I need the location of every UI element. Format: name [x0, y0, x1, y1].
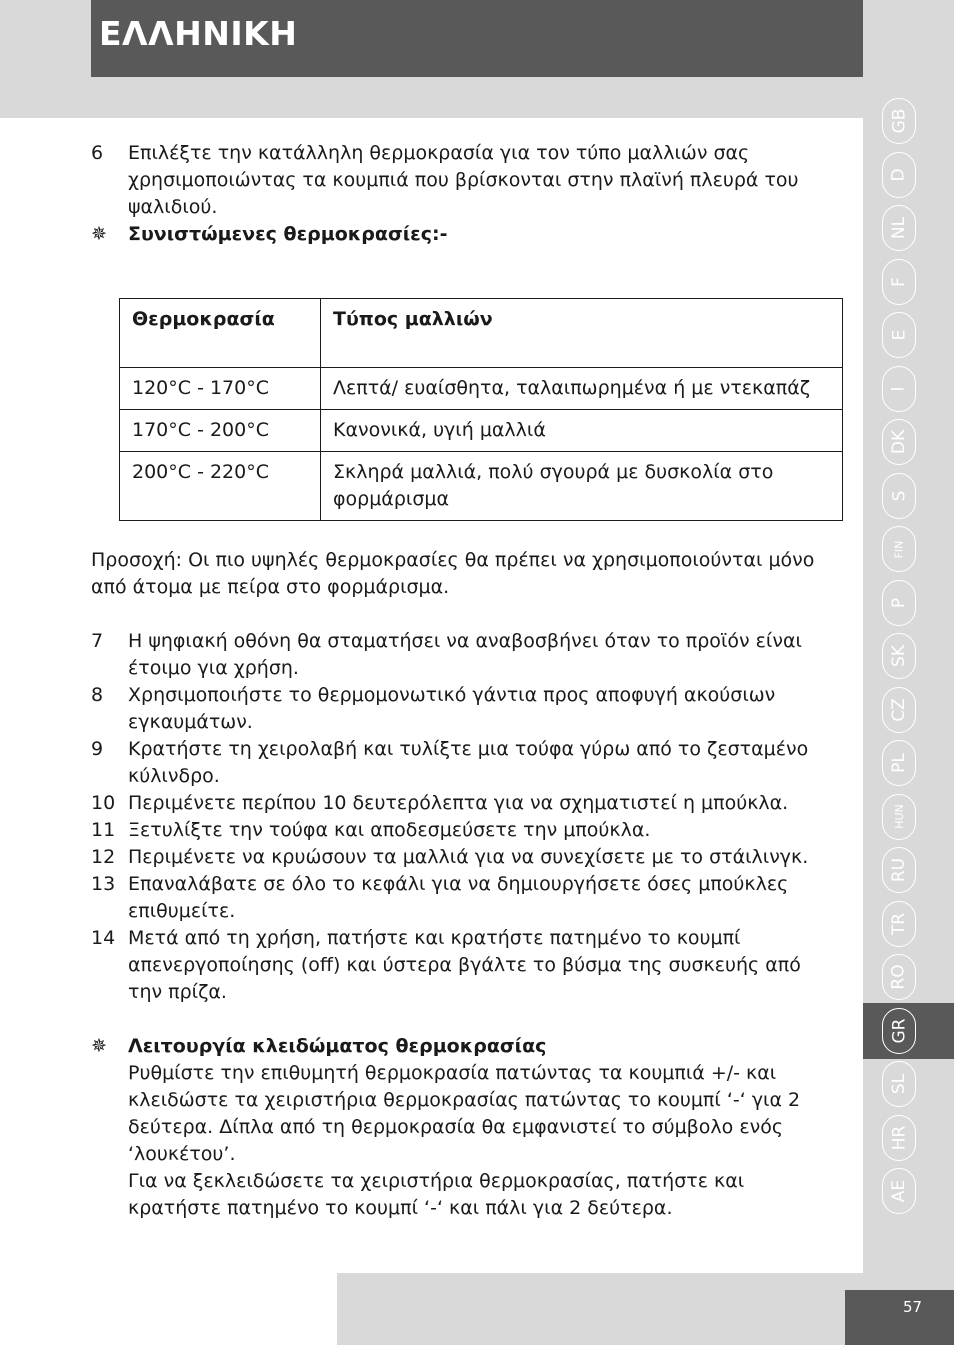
table-cell: Κανονικά, υγιή μαλλιά: [321, 410, 843, 452]
step-number: 11: [91, 819, 116, 841]
step-item: [91, 628, 836, 682]
table-cell: 120°C - 170°C: [120, 368, 321, 410]
language-tab-hun[interactable]: [882, 794, 916, 840]
language-tab-sl[interactable]: [882, 1061, 916, 1107]
step-text: Περιμένετε περίπου 10 δευτερόλεπτα για να σχηματιστεί η μπούκλα.: [128, 792, 789, 814]
star-bullet-icon: ✵: [91, 223, 107, 245]
language-tab-label: CZ: [889, 697, 909, 722]
unlock-paragraph: Για να ξεκλειδώσετε τα χειριστήρια θερμοκρασίας, πατήστε και κρατήστε πατημένο το κουμπί ‘-‘ και πάλι για 2 δεύτερα.: [128, 1170, 745, 1219]
table-cell: Σκληρά μαλλιά, πολύ σγουρά με δυσκολία στο φορμάρισμα: [321, 452, 843, 521]
step-text: Κρατήστε τη χειρολαβή και τυλίξτε μια τούφα γύρω από το ζεσταμένο κύλινδρο.: [128, 738, 809, 787]
steps-list: [91, 628, 836, 1006]
language-tab-f[interactable]: [882, 259, 916, 305]
step-text: Περιμένετε να κρυώσουν τα μαλλιά για να συνεχίσετε με το στάιλινγκ.: [128, 846, 809, 868]
table-row: [120, 410, 843, 452]
language-tab-dk[interactable]: [882, 419, 916, 465]
language-tab-label: S: [888, 490, 909, 501]
language-sidebar: [863, 90, 954, 1240]
language-tab-e[interactable]: [882, 312, 916, 358]
table-row: [120, 452, 843, 521]
language-tab-hr[interactable]: [882, 1115, 916, 1161]
step-item: [91, 140, 836, 221]
language-tab-label: RU: [888, 857, 909, 883]
step-item: [91, 925, 836, 1006]
step-text: Επιλέξτε την κατάλληλη θερμοκρασία για τον τύπο μαλλιών σας χρησιμοποιώντας τα κουμπιά που βρίσκονται στην πλαϊνή πλευρά του ψαλιδιού.: [128, 142, 799, 218]
star-bullet-icon: ✵: [91, 1035, 107, 1057]
page-number: 57: [903, 1298, 923, 1316]
language-tab-label: TR: [888, 912, 909, 935]
header-bar: [91, 0, 863, 77]
language-tab-cz[interactable]: [882, 687, 916, 733]
page-title: ΕΛΛΗΝΙΚΗ: [99, 14, 298, 53]
table-cell: Λεπτά/ ευαίσθητα, ταλαιπωρημένα ή με ντεκαπάζ: [321, 368, 843, 410]
language-tab-label: FIN: [892, 540, 906, 558]
language-tab-label: SK: [888, 645, 909, 667]
table-header-row: [120, 299, 843, 368]
language-tab-ro[interactable]: [882, 954, 916, 1000]
step-number: 13: [91, 873, 116, 895]
language-tab-label: F: [889, 276, 909, 287]
recommended-heading: [91, 221, 836, 248]
language-tab-label: HR: [888, 1125, 909, 1150]
lock-title: Λειτουργία κλειδώματος θερμοκρασίας: [128, 1035, 547, 1057]
step-text: Ξετυλίξτε την τούφα και αποδεσμεύσετε την μπούκλα.: [128, 819, 651, 841]
step-number: 7: [91, 630, 104, 652]
language-tab-fin[interactable]: [882, 526, 916, 572]
step-item: [91, 682, 836, 736]
step-text: Επαναλάβατε σε όλο το κεφάλι για να δημιουργήσετε όσες μπούκλες επιθυμείτε.: [128, 873, 789, 922]
language-tab-gr[interactable]: [882, 1008, 916, 1054]
lock-heading: [91, 1033, 836, 1060]
table-cell: 200°C - 220°C: [120, 452, 321, 521]
language-tab-ae[interactable]: [882, 1168, 916, 1214]
language-tab-label: SL: [888, 1073, 909, 1095]
language-tab-gb[interactable]: [882, 98, 916, 144]
step-item: [91, 817, 836, 844]
step-number: 12: [91, 846, 116, 868]
language-tab-label: D: [889, 167, 909, 182]
step-item: [91, 871, 836, 925]
language-tab-label: GB: [889, 108, 909, 134]
step-number: 6: [91, 142, 104, 164]
temperature-table: [119, 298, 843, 521]
language-tab-label: RO: [888, 964, 909, 990]
language-tab-p[interactable]: [882, 580, 916, 626]
language-tab-ru[interactable]: [882, 847, 916, 893]
caution-text: Προσοχή: Οι πιο υψηλές θερμοκρασίες θα πρέπει να χρησιμοποιούνται μόνο από άτομα με πείρα στο φορμάρισμα.: [91, 549, 815, 598]
language-tab-label: P: [888, 597, 909, 608]
table-cell: 170°C - 200°C: [120, 410, 321, 452]
table-header-cell: Τύπος μαλλιών: [321, 299, 843, 368]
language-tab-pl[interactable]: [882, 740, 916, 786]
step-item: [91, 736, 836, 790]
language-tab-label: NL: [888, 216, 909, 240]
language-tab-label: HUN: [892, 804, 906, 829]
page-number-box: [845, 1290, 954, 1345]
language-tab-label: PL: [888, 753, 909, 773]
language-tab-label: AE: [889, 1179, 909, 1203]
step-text: Χρησιμοποιήστε το θερμομονωτικό γάντια προς αποφυγή ακούσιων εγκαυμάτων.: [128, 684, 776, 733]
footer-panel: [0, 1273, 337, 1345]
language-tab-tr[interactable]: [882, 901, 916, 947]
language-tab-label: I: [888, 385, 909, 392]
language-tab-label: GR: [889, 1018, 909, 1043]
step-item: [91, 790, 836, 817]
main-content: [91, 140, 836, 1222]
language-tab-label: E: [889, 329, 909, 341]
language-tab-d[interactable]: [882, 152, 916, 198]
language-tab-sk[interactable]: [882, 633, 916, 679]
table-header-cell: Θερμοκρασία: [120, 299, 321, 368]
step-number: 8: [91, 684, 104, 706]
table-row: [120, 368, 843, 410]
step-number: 9: [91, 738, 104, 760]
recommended-title: Συνιστώμενες θερμοκρασίες:-: [128, 223, 448, 245]
step-text: Η ψηφιακή οθόνη θα σταματήσει να αναβοσβήνει όταν το προϊόν είναι έτοιμο για χρήση.: [128, 630, 802, 679]
step-number: 10: [91, 792, 116, 814]
language-tab-s[interactable]: [882, 473, 916, 519]
step-item: [91, 844, 836, 871]
lock-paragraph: Ρυθμίστε την επιθυμητή θερμοκρασία πατώντας τα κουμπιά +/- και κλειδώστε τα χειριστήρια θερμοκρασίας πατώντας το κουμπί ‘-‘ για 2 δεύτερα. Δίπλα από τη θερμοκρασία θα εμφανιστεί το σύμβολο ενός ‘λουκέτου’.: [128, 1062, 801, 1165]
step-text: Μετά από τη χρήση, πατήστε και κρατήστε πατημένο το κουμπί απενεργοποίησης (off) και ύστερα βγάλτε το βύσμα της συσκευής από την πρίζα.: [128, 927, 801, 1003]
language-tab-nl[interactable]: [882, 205, 916, 251]
language-tab-label: DK: [889, 429, 909, 455]
step-number: 14: [91, 927, 116, 949]
language-tab-i[interactable]: [882, 366, 916, 412]
